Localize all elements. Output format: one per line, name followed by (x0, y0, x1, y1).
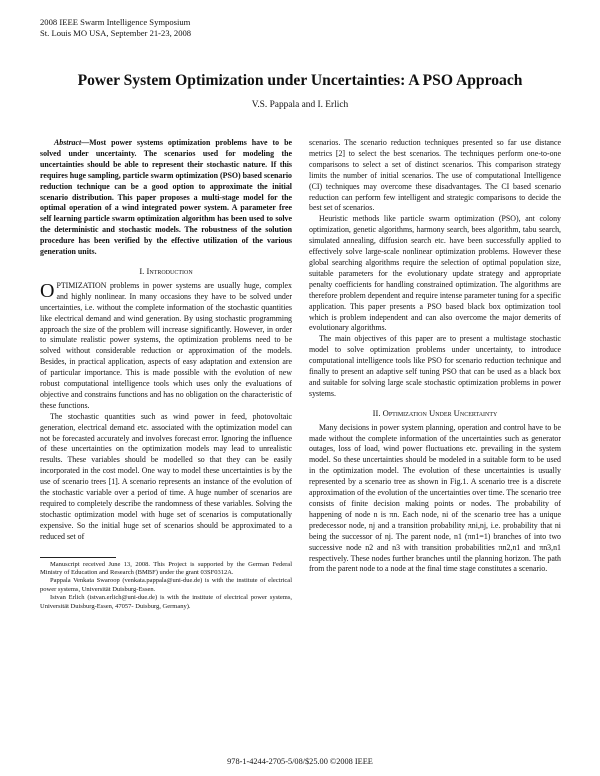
footnote-rule (40, 557, 116, 558)
section-heading-intro (40, 266, 292, 277)
conference-name: 2008 IEEE Swarm Intelligence Symposium (40, 17, 191, 27)
section-title: Introduction (146, 265, 193, 276)
drop-cap: O (40, 279, 55, 302)
abstract-label: Abstract (54, 138, 82, 147)
right-column (309, 138, 561, 575)
paper-title: Power System Optimization under Uncertainties: A PSO Approach (77, 72, 523, 89)
intro-paragraph-5: The main objectives of this paper are to present a multistage stochastic model to solve optimization problems under uncertainty, to introduce computational intelligence tools like PSO for scenario reduction technique and finally to present an adaptive self tuning PSO that can be used as a black box and suitable for solving large scale stochastic optimization problems in power systems. (309, 334, 561, 398)
section-number: I. (139, 265, 145, 276)
footnote-author-2: Istvan Erlich (istvan.erlich@uni-due.de) is with the institute of electrical power systems, Universität Duisburg-Essen, 47057- Duisburg, Germany). (40, 594, 292, 610)
abstract: Abstract—Most power systems optimization problems have to be solved under uncertainty. The scenarios used for modeling the uncertainties should be able to represent their stochastic nature. If this requires huge sampling, particle swarm optimization (PSO) based scenario reduction technique can be a good option to approximate the initial scenario distribution. This paper proposes a multi-stage model for the optimal operation of a wind integrated power system. A parameter free self learning particle swarm optimization algorithm has been used to solve the deterministic and stochastic models. The robustness of the solution procedure has been verified by the effective utilization of the various generation units. (40, 138, 292, 257)
section-title: Optimization Under Uncertainty (382, 407, 498, 418)
left-column (40, 138, 292, 611)
section-number: II. (372, 407, 381, 418)
intro-paragraph-4: Heuristic methods like particle swarm optimization (PSO), ant colony optimization, genetic algorithms, harmony search, bees algorithm, tabu search, simulated annealing, diffusion search etc. have been successfully applied to effectively solve large-scale nonlinear optimization problems. However these global searching algorithms require the selection of optimal population size, suitable parameters for the evolutionary update strategy and appropriate penalty coefficients for handling constrained optimization. The algorithms are therefore problem dependent and require intense parameter tuning for a specific application. This paper presents a PSO based black box optimization tool which is problem independent and can also overcome the major demerits of evolutionary algorithms. (309, 214, 561, 333)
section-heading-optimization (309, 408, 561, 419)
intro-paragraph-2: The stochastic quantities such as wind power in feed, photovoltaic generation, electrical demand etc. associated with the optimization model can not be forecasted accurately and involves forecast error. Ignoring the influence of these uncertainties on the optimization models may lead to unrealistic results. These variables should be modelled so that they can be easily incorporated in the cost model. One way to model these uncertainties is by the use of scenario trees [1]. A scenario represents an instance of the evolution of the stochastic variable over a period of time. A huge number of scenarios are required to completely describe the randomness of these variables. Solving the stochastic optimization model with huge set of scenarios is computationally expensive. So the initial huge set of scenarios should be approximated to a reduced set of (40, 411, 292, 541)
conference-header (40, 17, 191, 39)
intro-paragraph-1 (40, 281, 292, 412)
paper-authors: V.S. Pappala and I. Erlich (251, 100, 349, 110)
intro-paragraph-3: scenarios. The scenario reduction techniques presented so far use distance metrics [2] to select the best scenarios. The techniques perform one-to-one comparisons to select a set of distinct scenarios. This comparison strategy limits the number of initial scenarios. The use of computational Intelligence (CI) techniques may overcome these disadvantages. The CI based scenario reduction can perform few intelligent and strategic comparisons to decide the best set of scenarios. (309, 138, 561, 213)
section2-paragraph-1: Many decisions in power system planning, operation and control have to be made without the complete information of the uncertainties such as generator outages, loss of load, wind power fluctuations etc. prevailing in the system model. So these uncertainties should be modeled in a suitable form to be used in the optimization model. The evolution of these uncertainties is usually represented by a scenario tree as shown in Fig.1. A scenario tree is a discrete approximation of the evolution of the uncertainties over time. The scenario tree consists of finite decision making points or nodes. The probability of happening of node n is πn. Each node, ni of the scenario tree has a unique predecessor node, nj and a transition probability πni,nj, i.e. probability that ni being the successor of nj. The parent node, n1 (πn1=1) branches of into two successive node n2 and n3 with transition probabilities πn2,n1 and πn3,n1 respectively. These nodes further branches until the planning horizon. The path from the parent node to a node at the final time stage constitutes a scenario. (309, 422, 561, 574)
intro-text-1: problems in power systems are usually huge, complex and highly nonlinear. In many occasions they have to be solved under uncertainties, i.e. without the complete information of the stochastic quantities like electrical demand and wind generation. By using stochastic programming approach the size of the problem will increase significantly. However, in order to simulate realistic power systems, the optimization problems need to be solved without considerable reduction or approximation of the models. Besides, in practical application, aspects of easy adaptation and extension are of particular importance. This is made possible with the evolution of new robust computational intelligence tools which uses only the evaluations of objective and constrains functions and has no obligation on the characteristic of these functions. (40, 280, 292, 410)
footnote-manuscript: Manuscript received June 13, 2008. This Project is supported by the German Federal Ministry of Education and Research (BMBF) under the grant 03SF0312A. (40, 560, 292, 577)
footnote-author-1: Pappala Venkata Swaroop (venkata.pappala@uni-due.de) is with the institute of electrical power systems, Universität Duisburg-Essen. (40, 577, 292, 593)
intro-lead: PTIMIZATION (56, 280, 107, 290)
abstract-text: Most power systems optimization problems have to be solved under uncertainty. The scenarios used for modeling the uncertainties should be able to represent their stochastic nature. If this requires huge sampling, particle swarm optimization (PSO) based scenario reduction technique can be a good option to approximate the initial scenario distribution. This paper proposes a multi-stage model for the optimal operation of a wind integrated power system. A parameter free self learning particle swarm optimization algorithm has been used to solve the deterministic and stochastic models. The robustness of the solution procedure has been verified by the effective utilization of the various generation units. (40, 138, 292, 257)
conference-location: St. Louis MO USA, September 21-23, 2008 (40, 28, 192, 38)
page-footer: 978-1-4244-2705-5/08/$25.00 ©2008 IEEE (227, 757, 373, 766)
